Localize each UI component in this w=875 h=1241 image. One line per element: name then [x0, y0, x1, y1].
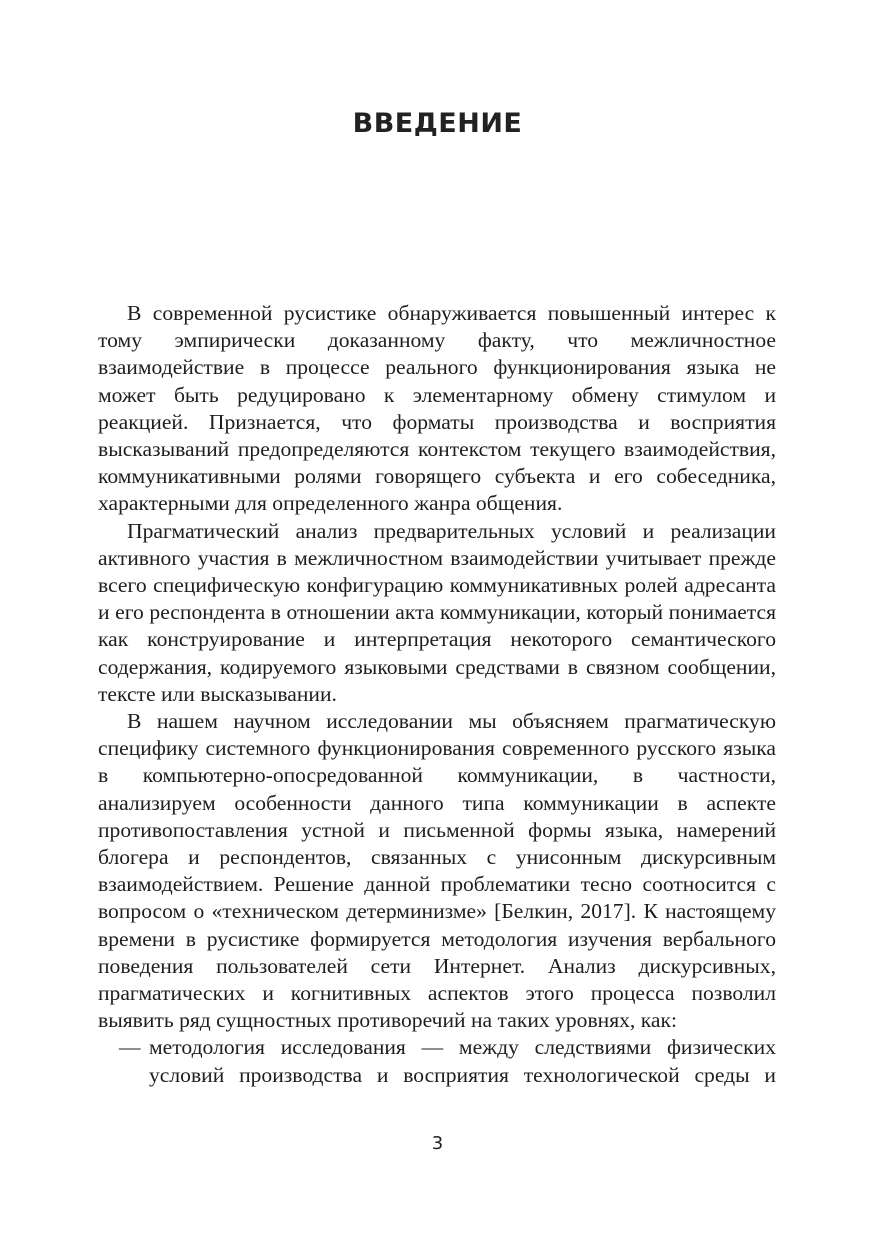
page-title: ВВЕДЕНИЕ — [352, 108, 523, 139]
paragraph-2: Прагматический анализ предварительных условий и реализации активного участия в межличностном взаимодействии учитывает прежде всего специфическую конфигурацию коммуникативных ролей адресанта и его респондента в отношении акта коммуникации, который понимается как конструирование и интерпретация некоторого семантического содержания, кодируемого языковыми средствами в связном сообщении, тексте или высказывании. — [98, 518, 776, 706]
list-item — [98, 1034, 776, 1088]
body-text — [98, 300, 776, 1089]
list-item-text: методология исследования — между следствиями физических условий производства и восприятия технологической среды и — [149, 1035, 776, 1087]
page-number: 3 — [431, 1133, 444, 1154]
list-dash: — — [119, 1035, 141, 1060]
paragraph-3: В нашем научном исследовании мы объясняем прагматическую специфику системного функционирования современного русского языка в компьютерно-опосредованной коммуникации, в частности, анализируем особенности данного типа коммуникации в аспекте противопоставления устной и письменной формы языка, намерений блогера и респондентов, связанных с унисонным дискурсивным взаимодействием. Решение данной проблематики тесно соотносится с вопросом о «техническом детерминизме» [Белкин, 2017]. К настоящему времени в русистике формируется методология изучения вербального поведения пользователей сети Интернет. Анализ дискурсивных, прагматических и когнитивных аспектов этого процесса позволил выявить ряд сущностных противоречий на таких уровнях, как: — [98, 709, 776, 1033]
paragraph-1: В современной русистике обнаруживается повышенный интерес к тому эмпирически доказанному факту, что межличностное взаимодействие в процессе реального функционирования языка не может быть редуцировано к элементарному обмену стимулом и реакцией. Признается, что форматы производства и восприятия высказываний предопределяются контекстом текущего взаимодействия, коммуникативными ролями говорящего субъекта и его собеседника, характерными для определенного жанра общения. — [98, 301, 776, 516]
levels-list — [98, 1034, 776, 1088]
